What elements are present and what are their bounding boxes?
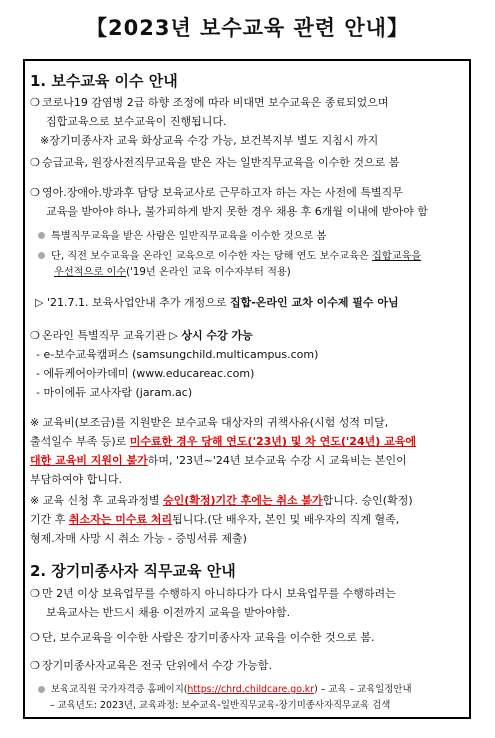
s1-w2a: ※ 교육 신청 후 교육과정별 <box>30 494 163 507</box>
gray-dot-icon <box>38 232 45 239</box>
s1-b1: 특별직무교육을 받은 사람은 일반직무교육을 이수한 것으로 봄 <box>51 231 327 242</box>
s2-paragraph1 <box>30 584 470 622</box>
s1-w1d: 부담하여야 합니다. <box>30 473 123 486</box>
s1-w2b-post: 됩니다.(단 배우자, 본인 및 배우자의 직계 혈족, <box>172 513 400 526</box>
s2-bullet1 <box>30 682 466 714</box>
circle-bullet-icon: ❍ <box>30 587 40 600</box>
s1-b2a: 단, 직전 보수교육을 온라인 교육으로 이수한 자는 당해 연도 보수교육은 <box>51 251 373 262</box>
s1-w2b: 기간 후 <box>30 513 69 526</box>
s1-w2a-red: 승인(확정)기간 후에는 취소 불가 <box>162 494 323 507</box>
s1-p4: 온라인 특별직무 교육기관 ▷ <box>42 329 182 342</box>
qualification-site-link[interactable]: https://chrd.childcare.go.kr <box>187 684 315 695</box>
s2-p2: 단, 보수교육을 이수한 사람은 장기미종사자 교육을 이수한 것으로 봄. <box>42 631 375 644</box>
institution-item: - e-보수교육캠퍼스 (samsungchild.multicampus.com) <box>36 348 319 361</box>
s1-w2c: 형제.자매 사망 시 취소 가능 - 증빙서류 제출) <box>30 532 247 545</box>
s2-p1b: 보육교사는 반드시 채용 이전까지 교육을 받아야함. <box>46 606 291 619</box>
s1-institutions <box>36 345 476 402</box>
s1-b2a-underline: 집합교육을 <box>372 251 422 262</box>
s1-p1c: ※장기미종사자 교육 화상교육 수강 가능, 보건복지부 별도 지침시 까지 <box>40 134 379 147</box>
s1-note-bold: 집합-온라인 교차 이수제 필수 아님 <box>229 296 399 309</box>
s1-w2a-post: 합니다. 승인(확정) <box>322 494 413 507</box>
s1-b2b-underline: 우선적으로 이수 <box>54 267 127 278</box>
s1-bullet1 <box>30 229 470 245</box>
s1-w2b-red: 취소자는 미수료 처리 <box>68 513 173 526</box>
s1-p2: 승급교육, 원장사전직무교육을 받은 자는 일반직무교육을 이수한 것으로 봄 <box>42 156 400 169</box>
s1-note-text: ▷ '21.7.1. 보육사업안내 추가 개정으로 <box>35 296 230 309</box>
s1-paragraph3 <box>30 183 470 221</box>
gray-dot-icon <box>38 252 45 259</box>
s2-b1-line2: – 교육년도: 2023년, 교육과정: 보수교육-일반직무교육-장기미종사자직무교육 검색 <box>50 700 391 711</box>
s1-p1b: 집합교육으로 보수교육이 진행됩니다. <box>46 115 227 128</box>
circle-bullet-icon: ❍ <box>30 96 40 109</box>
s1-p4-bold: 상시 수강 가능 <box>181 329 253 342</box>
s1-warning1 <box>30 413 470 489</box>
institution-item: - 마이에듀 교사자람 (jaram.ac) <box>36 386 193 399</box>
section2-heading: 2. 장기미종사자 직무교육 안내 <box>30 562 236 580</box>
s1-p3a: 영아.장애아.방과후 담당 보육교사로 근무하고자 하는 자는 사전에 특별직무 <box>42 186 403 199</box>
s1-b2b: ('19년 온라인 교육 이수자부터 적용) <box>126 267 291 278</box>
s1-paragraph1 <box>30 93 470 150</box>
circle-bullet-icon: ❍ <box>30 329 40 342</box>
page-title: 【2023년 보수교육 관련 안내】 <box>86 16 409 40</box>
circle-bullet-icon: ❍ <box>30 156 40 169</box>
s1-note <box>35 293 475 312</box>
s2-p1a: 만 2년 이상 보육업무를 수행하지 아니하다가 다시 보육업무를 수행하려는 <box>42 587 396 600</box>
gray-dot-icon <box>38 686 45 693</box>
s1-w1c: 하며, '23년~'24년 보수교육 수강 시 교육비는 본인이 <box>147 454 407 467</box>
s1-p1a: 코로나19 감염병 2급 하향 조정에 따라 비대면 보수교육은 종료되었으며 <box>42 96 389 109</box>
circle-bullet-icon: ❍ <box>30 186 40 199</box>
institution-item: - 에듀케어아카데미 (www.educareac.com) <box>36 367 255 380</box>
s1-bullet2 <box>30 249 470 281</box>
s1-w1b-red: 미수료한 경우 당해 연도('23년) 및 차 연도('24년) 교육에 <box>129 435 416 448</box>
s1-w1b: 출석일수 부족 등)로 <box>30 435 130 448</box>
circle-bullet-icon: ❍ <box>30 631 40 644</box>
s1-paragraph2 <box>30 153 470 172</box>
s2-b1: 보육교직원 국가자격증 홈페이지( <box>51 684 188 695</box>
s2-p3: 장기미종사자교육은 전국 단위에서 수강 가능함. <box>42 659 273 672</box>
s1-w1c-red: 대한 교육비 지원이 불가 <box>30 454 148 467</box>
s1-p3b: 교육을 받아야 하나, 불가피하게 받지 못한 경우 채용 후 6개월 이내에 받아야 함 <box>46 205 428 218</box>
s1-w1a: ※ 교육비(보조금)를 지원받은 보수교육 대상자의 귀책사유(시험 성적 미달, <box>30 416 389 429</box>
s1-paragraph4 <box>30 326 470 345</box>
s1-warning2 <box>30 491 470 548</box>
s2-b1-post: ) – 교육 – 교육일정안내 <box>314 684 412 695</box>
circle-bullet-icon: ❍ <box>30 659 40 672</box>
s2-paragraph2 <box>30 628 470 647</box>
section1-heading: 1. 보수교육 이수 안내 <box>30 72 178 90</box>
s2-paragraph3 <box>30 656 470 675</box>
